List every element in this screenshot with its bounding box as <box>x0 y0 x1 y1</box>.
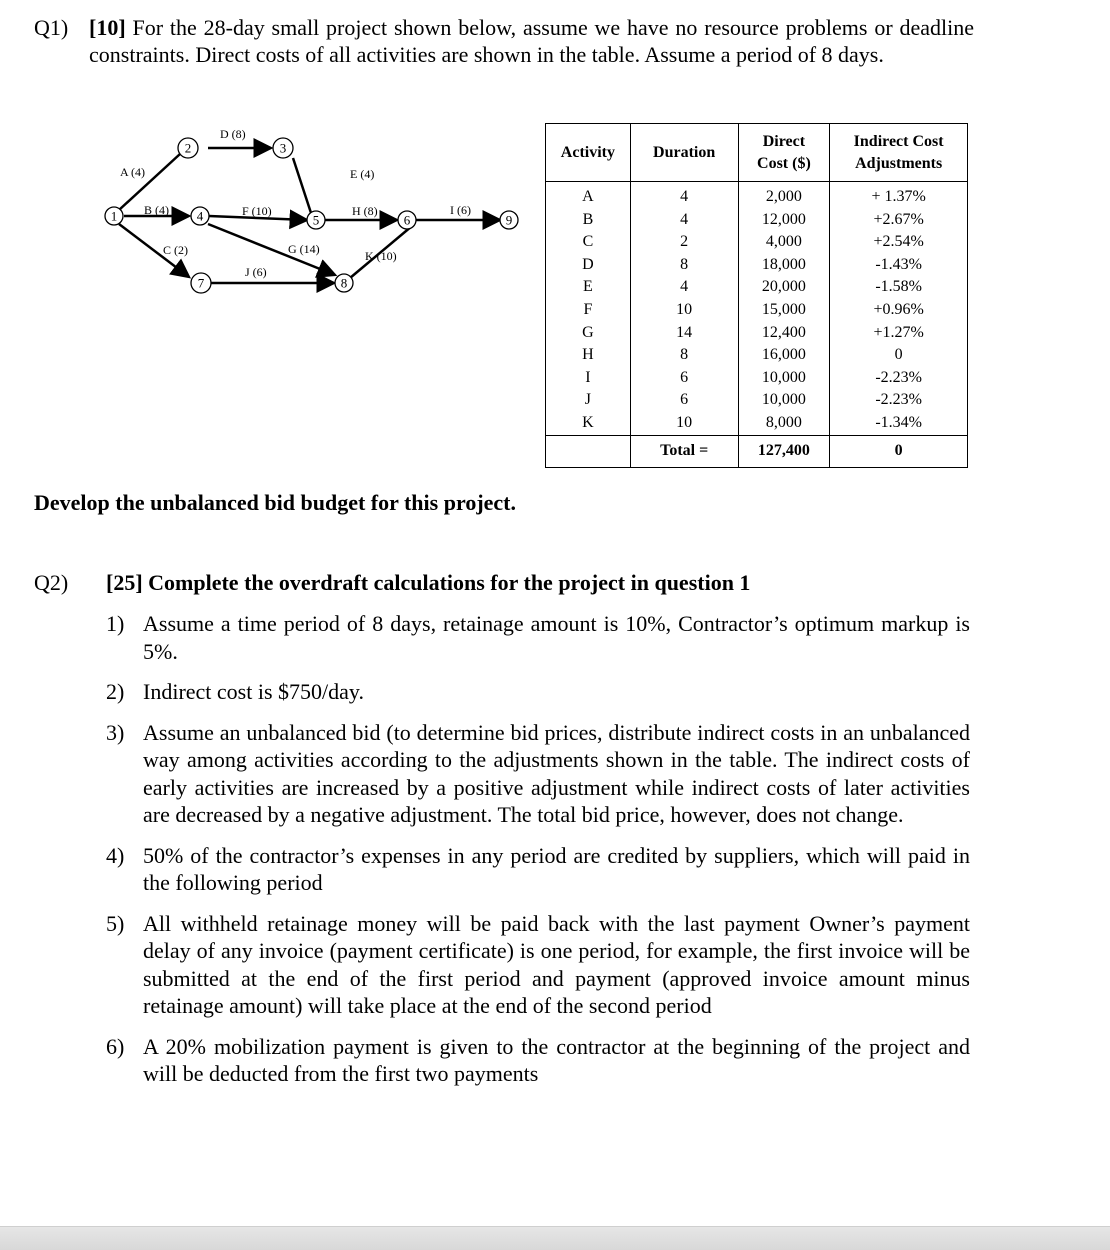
cell-duration: 4 <box>680 278 689 296</box>
label-c: C (2) <box>163 243 188 257</box>
node-4 <box>191 207 209 225</box>
cell-activity: K <box>582 413 594 431</box>
cell-direct: 16,000 <box>761 346 806 364</box>
node-7 <box>191 273 211 293</box>
cell-activity: I <box>585 368 591 386</box>
node-3 <box>273 138 293 158</box>
direct-list <box>739 186 830 435</box>
cell-direct: 4,000 <box>765 233 802 251</box>
list-item <box>106 678 970 706</box>
cell-adj: +2.67% <box>873 210 924 228</box>
list-item-number: 5) <box>106 910 125 936</box>
label-e: E (4) <box>350 167 375 181</box>
cell-duration: 8 <box>680 346 689 364</box>
cell-adj: +1.27% <box>873 323 924 341</box>
activity-list <box>546 186 630 435</box>
label-f: F (10) <box>242 204 272 218</box>
list-item-number: 1) <box>106 611 125 636</box>
cell-activity: J <box>584 391 592 409</box>
window-bottom-bar <box>0 1226 1110 1250</box>
cell-direct: 20,000 <box>761 278 806 296</box>
node-8 <box>335 274 353 292</box>
activity-network-diagram <box>100 118 530 308</box>
header-direct-cost: Direct Cost ($) <box>738 124 830 182</box>
list-item <box>106 610 970 665</box>
cell-adj: +2.54% <box>873 233 924 251</box>
list-item <box>106 1033 970 1088</box>
table-total-row <box>546 435 968 467</box>
node-1 <box>105 207 123 225</box>
label-g: G (14) <box>288 242 320 256</box>
svg-text:3: 3 <box>279 140 287 156</box>
activity-column <box>546 182 631 436</box>
question-1 <box>34 14 974 68</box>
activity-cost-table <box>545 123 968 468</box>
list-item-text: 50% of the contractor’s expenses in any period are credited by suppliers, which will paid in the following period <box>143 842 970 895</box>
label-h: H (8) <box>352 204 378 218</box>
cell-duration: 8 <box>680 255 689 273</box>
label-b: B (4) <box>144 203 169 217</box>
label-k: K (10) <box>365 249 397 263</box>
node-5 <box>307 211 325 229</box>
cell-activity: H <box>582 346 594 364</box>
cell-direct: 12,000 <box>761 210 806 228</box>
cell-direct: 12,400 <box>761 323 806 341</box>
question-1-number: Q1) <box>34 15 69 40</box>
cell-activity: B <box>582 210 594 228</box>
header-duration: Duration <box>630 124 738 182</box>
list-item-text: Assume a time period of 8 days, retainage amount is 10%, Contractor’s optimum markup is 5%. <box>143 611 970 664</box>
question-1-body <box>34 14 974 68</box>
svg-text:6: 6 <box>403 212 411 228</box>
cell-duration: 4 <box>680 188 689 205</box>
question-1-text: For the 28-day small project shown below, assume we have no resource problems or deadline constraints. Direct costs of all activities are shown in the table. Assume a period of 8 days. <box>89 15 974 67</box>
question-2-title: [25] Complete the overdraft calculations for the project in question 1 <box>106 570 751 595</box>
cell-activity: G <box>582 323 594 341</box>
cell-adj: + 1.37% <box>871 188 926 205</box>
cell-duration: 10 <box>676 300 693 318</box>
develop-instruction: Develop the unbalanced bid budget for this project. <box>34 490 517 515</box>
cell-duration: 10 <box>676 413 693 431</box>
cell-direct: 10,000 <box>761 391 806 409</box>
cell-duration: 14 <box>676 323 693 341</box>
cell-adj: -2.23% <box>875 368 922 386</box>
node-6 <box>398 211 416 229</box>
arrow-a <box>119 154 180 210</box>
cell-adj: -2.23% <box>875 391 922 409</box>
list-item <box>106 842 970 897</box>
svg-text:2: 2 <box>184 140 192 156</box>
header-indirect-adjustments: Indirect Cost Adjustments <box>830 124 968 182</box>
label-j: J (6) <box>245 265 267 279</box>
cell-adj: -1.34% <box>875 413 922 431</box>
cell-adj: +0.96% <box>873 300 924 318</box>
cell-direct: 2,000 <box>765 188 802 205</box>
cell-adj: 0 <box>894 346 903 364</box>
list-item <box>106 719 970 829</box>
total-adjustment: 0 <box>830 435 968 467</box>
list-item-number: 2) <box>106 679 125 704</box>
list-item-text: All withheld retainage money will be paid back with the last payment Owner’s payment delay of any invoice (payment certificate) is one period, for example, the first invoice will be submitted at the end of the first period and payment (approved invoice amount minus retainage amount) will take place at the end of the second period <box>143 910 970 1018</box>
label-d: D (8) <box>220 127 246 141</box>
cell-direct: 18,000 <box>761 255 806 273</box>
list-item-text: Indirect cost is $750/day. <box>143 679 364 704</box>
node-2 <box>178 138 198 158</box>
question-2-number: Q2) <box>34 570 69 595</box>
table-body-row <box>546 182 968 436</box>
list-item-number: 4) <box>106 842 125 868</box>
cell-direct: 15,000 <box>761 300 806 318</box>
svg-text:1: 1 <box>110 208 118 224</box>
list-item-number: 3) <box>106 719 125 745</box>
cell-activity: D <box>582 255 594 273</box>
question-2-items <box>106 610 970 1101</box>
arrow-e <box>293 158 311 213</box>
direct-cost-column <box>738 182 830 436</box>
cell-direct: 10,000 <box>761 368 806 386</box>
total-label: Total = <box>630 435 738 467</box>
label-a: A (4) <box>120 165 145 179</box>
question-1-points: [10] <box>89 15 126 40</box>
cell-adj: -1.58% <box>875 278 922 296</box>
total-blank-cell <box>546 435 631 467</box>
header-activity: Activity <box>546 124 631 182</box>
adjustment-column <box>830 182 968 436</box>
cell-activity: F <box>583 300 593 318</box>
cell-duration: 4 <box>680 210 689 228</box>
cell-adj: -1.43% <box>875 255 922 273</box>
svg-text:7: 7 <box>197 275 205 291</box>
svg-text:5: 5 <box>312 212 320 228</box>
cell-activity: C <box>582 233 594 251</box>
cell-duration: 6 <box>680 368 689 386</box>
svg-text:9: 9 <box>505 212 513 228</box>
adj-list <box>830 186 967 435</box>
cell-duration: 6 <box>680 391 689 409</box>
list-item-text: Assume an unbalanced bid (to determine bid prices, distribute indirect costs in an unbalanced way among activities according to the adjustments shown in the table. The indirect costs of early activities are increased by a positive adjustment while indirect costs of later activities are decreased by a negative adjustment. The total bid price, however, does not change. <box>143 719 970 827</box>
svg-text:4: 4 <box>196 208 204 224</box>
total-direct-cost: 127,400 <box>738 435 830 467</box>
node-9 <box>500 211 518 229</box>
cell-activity: A <box>582 188 594 205</box>
cell-activity: E <box>583 278 593 296</box>
duration-list <box>631 186 738 435</box>
svg-text:8: 8 <box>340 275 348 291</box>
label-i: I (6) <box>450 203 471 217</box>
cell-duration: 2 <box>680 233 689 251</box>
list-item-number: 6) <box>106 1033 125 1059</box>
list-item-text: A 20% mobilization payment is given to the contractor at the beginning of the project and will be deducted from the first two payments <box>143 1033 970 1086</box>
table-header-row <box>546 124 968 182</box>
list-item <box>106 910 970 1020</box>
duration-column <box>630 182 738 436</box>
cell-direct: 8,000 <box>765 413 802 431</box>
